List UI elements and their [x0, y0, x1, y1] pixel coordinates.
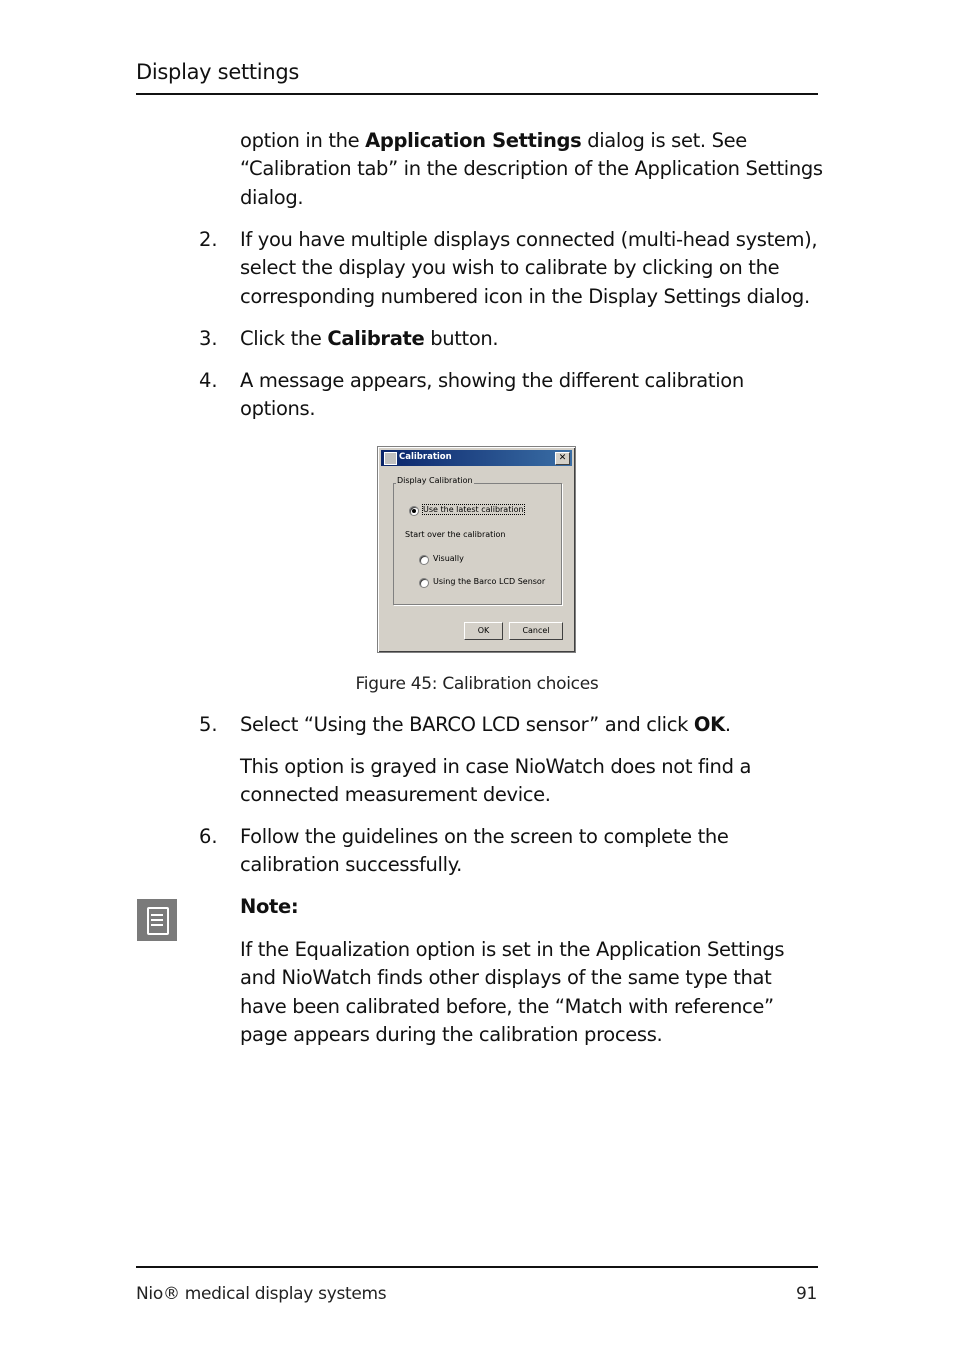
radio-latest-calibration[interactable] — [409, 506, 419, 516]
radio-barco-sensor[interactable] — [419, 578, 429, 588]
cancel-button[interactable]: Cancel — [509, 622, 563, 640]
radio-visually[interactable] — [419, 555, 429, 565]
bold-term: Application Settings — [365, 129, 582, 152]
text-run: Select “Using the BARCO LCD sensor” and click — [240, 713, 694, 736]
page-number: 91 — [795, 1284, 817, 1304]
step-5-text — [240, 711, 825, 739]
bold-term: OK — [693, 713, 725, 736]
text-run: dialog is set. See “Calibration tab” in the description of the Application Settings dialog. — [240, 129, 823, 209]
footer-rule — [136, 1266, 818, 1268]
group-label: Display Calibration — [397, 476, 473, 485]
note-text: If the Equalization option is set in the Application Settings and NioWatch finds other displays of the same type that have been calibrated before, the “Match with reference” page appears during the calibration process. — [240, 938, 785, 1047]
text-run: button. — [424, 327, 499, 350]
note-label — [240, 893, 825, 921]
step-number: 4. — [199, 369, 218, 392]
step-3-text — [240, 325, 825, 353]
continuation-paragraph — [240, 127, 825, 212]
app-icon — [384, 452, 397, 465]
running-header: Display settings — [136, 60, 300, 84]
close-icon[interactable]: ✕ — [555, 452, 570, 465]
dialog-title-bar — [381, 450, 572, 466]
text-run: option in the — [240, 129, 366, 152]
step-number: 5. — [199, 713, 218, 736]
option-visually-label: Visually — [433, 554, 464, 563]
step-2-text: If you have multiple displays connected (multi-head system), select the display you wish to calibrate by clicking on the corresponding numbered icon in the Display Settings dialog. — [240, 228, 818, 308]
step-6-text: Follow the guidelines on the screen to complete the calibration successfully. — [240, 825, 729, 877]
dialog-title: Calibration — [399, 452, 452, 462]
step-number: 6. — [199, 825, 218, 848]
step-5-detail: This option is grayed in case NioWatch does not find a connected measurement device. — [240, 755, 752, 807]
note-icon — [137, 899, 177, 941]
display-calibration-group — [393, 483, 562, 605]
note-label-text: Note: — [240, 895, 299, 918]
step-4-text: A message appears, showing the different calibration options. — [240, 369, 744, 421]
ok-button[interactable]: OK — [464, 622, 503, 640]
text-run: . — [724, 713, 731, 736]
calibration-dialog-figure — [377, 446, 576, 653]
start-over-label: Start over the calibration — [405, 530, 506, 539]
bold-term: Calibrate — [327, 327, 425, 350]
option-latest-label: Use the latest calibration — [423, 505, 524, 514]
footer-product: Nio® medical display systems — [136, 1284, 387, 1304]
option-sensor-label: Using the Barco LCD Sensor — [433, 577, 546, 586]
header-rule — [136, 93, 818, 95]
step-number: 3. — [199, 327, 218, 350]
figure-caption: Figure 45: Calibration choices — [355, 674, 599, 694]
step-number: 2. — [199, 228, 218, 251]
text-run: Click the — [240, 327, 328, 350]
